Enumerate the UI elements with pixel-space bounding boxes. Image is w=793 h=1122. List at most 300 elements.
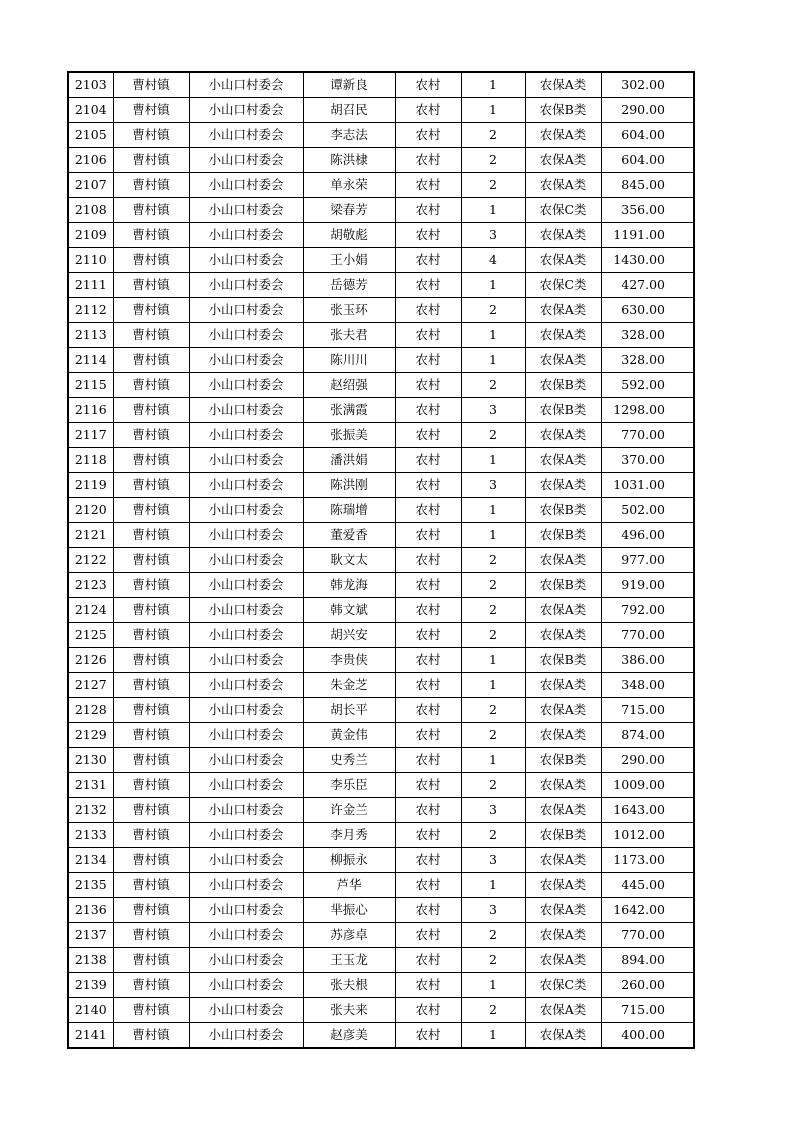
village-committee-cell: 小山口村委会 [189,973,303,998]
name-cell: 胡召民 [303,98,395,123]
village-committee-cell: 小山口村委会 [189,548,303,573]
amount-cell: 1012.00 [601,823,694,848]
area-type-cell: 农村 [395,648,461,673]
area-type-cell: 农村 [395,72,461,98]
amount-cell: 1009.00 [601,773,694,798]
village-committee-cell: 小山口村委会 [189,623,303,648]
name-cell: 陈川川 [303,348,395,373]
town-cell: 曹村镇 [113,923,189,948]
household-count-cell: 2 [461,123,525,148]
name-cell: 朱金芝 [303,673,395,698]
village-committee-cell: 小山口村委会 [189,573,303,598]
name-cell: 张玉环 [303,298,395,323]
household-count-cell: 1 [461,1023,525,1049]
table-row [68,523,694,548]
table-row [68,648,694,673]
village-committee-cell: 小山口村委会 [189,448,303,473]
insurance-class-cell: 农保A类 [525,873,601,898]
amount-cell: 1298.00 [601,398,694,423]
village-committee-cell: 小山口村委会 [189,273,303,298]
household-count-cell: 2 [461,923,525,948]
area-type-cell: 农村 [395,623,461,648]
household-count-cell: 1 [461,748,525,773]
village-committee-cell: 小山口村委会 [189,398,303,423]
table-row [68,448,694,473]
village-committee-cell: 小山口村委会 [189,348,303,373]
amount-cell: 845.00 [601,173,694,198]
area-type-cell: 农村 [395,848,461,873]
row-number-cell: 2119 [68,473,113,498]
insurance-class-cell: 农保A类 [525,223,601,248]
household-count-cell: 1 [461,973,525,998]
row-number-cell: 2125 [68,623,113,648]
name-cell: 陈瑞增 [303,498,395,523]
town-cell: 曹村镇 [113,323,189,348]
area-type-cell: 农村 [395,573,461,598]
area-type-cell: 农村 [395,198,461,223]
name-cell: 耿文太 [303,548,395,573]
area-type-cell: 农村 [395,398,461,423]
household-count-cell: 2 [461,373,525,398]
table-row [68,498,694,523]
town-cell: 曹村镇 [113,798,189,823]
table-row [68,998,694,1023]
village-committee-cell: 小山口村委会 [189,948,303,973]
row-number-cell: 2109 [68,223,113,248]
amount-cell: 977.00 [601,548,694,573]
row-number-cell: 2127 [68,673,113,698]
amount-cell: 1173.00 [601,848,694,873]
row-number-cell: 2138 [68,948,113,973]
insurance-class-cell: 农保A类 [525,948,601,973]
insurance-class-cell: 农保A类 [525,723,601,748]
row-number-cell: 2128 [68,698,113,723]
amount-cell: 792.00 [601,598,694,623]
insurance-class-cell: 农保B类 [525,98,601,123]
insurance-class-cell: 农保C类 [525,273,601,298]
row-number-cell: 2116 [68,398,113,423]
insurance-class-cell: 农保A类 [525,323,601,348]
household-count-cell: 2 [461,723,525,748]
household-count-cell: 2 [461,698,525,723]
town-cell: 曹村镇 [113,573,189,598]
insurance-class-cell: 农保B类 [525,398,601,423]
row-number-cell: 2112 [68,298,113,323]
town-cell: 曹村镇 [113,398,189,423]
name-cell: 李乐臣 [303,773,395,798]
name-cell: 李贵侠 [303,648,395,673]
amount-cell: 502.00 [601,498,694,523]
town-cell: 曹村镇 [113,823,189,848]
row-number-cell: 2108 [68,198,113,223]
amount-cell: 715.00 [601,998,694,1023]
table-row [68,623,694,648]
row-number-cell: 2118 [68,448,113,473]
data-table [67,71,695,1049]
town-cell: 曹村镇 [113,223,189,248]
name-cell: 谭新良 [303,72,395,98]
row-number-cell: 2132 [68,798,113,823]
amount-cell: 386.00 [601,648,694,673]
amount-cell: 630.00 [601,298,694,323]
town-cell: 曹村镇 [113,598,189,623]
amount-cell: 260.00 [601,973,694,998]
household-count-cell: 2 [461,298,525,323]
village-committee-cell: 小山口村委会 [189,798,303,823]
household-count-cell: 2 [461,423,525,448]
row-number-cell: 2136 [68,898,113,923]
amount-cell: 328.00 [601,348,694,373]
town-cell: 曹村镇 [113,948,189,973]
household-count-cell: 2 [461,148,525,173]
table-row [68,673,694,698]
name-cell: 陈洪刚 [303,473,395,498]
town-cell: 曹村镇 [113,373,189,398]
table-row [68,373,694,398]
household-count-cell: 2 [461,548,525,573]
insurance-class-cell: 农保A类 [525,698,601,723]
amount-cell: 445.00 [601,873,694,898]
village-committee-cell: 小山口村委会 [189,123,303,148]
row-number-cell: 2121 [68,523,113,548]
row-number-cell: 2120 [68,498,113,523]
household-count-cell: 1 [461,448,525,473]
village-committee-cell: 小山口村委会 [189,723,303,748]
name-cell: 许金兰 [303,798,395,823]
table-row [68,823,694,848]
area-type-cell: 农村 [395,923,461,948]
household-count-cell: 2 [461,623,525,648]
amount-cell: 290.00 [601,748,694,773]
village-committee-cell: 小山口村委会 [189,748,303,773]
village-committee-cell: 小山口村委会 [189,998,303,1023]
village-committee-cell: 小山口村委会 [189,898,303,923]
household-count-cell: 3 [461,398,525,423]
village-committee-cell: 小山口村委会 [189,523,303,548]
table-row [68,473,694,498]
name-cell: 韩文斌 [303,598,395,623]
insurance-class-cell: 农保A类 [525,123,601,148]
row-number-cell: 2135 [68,873,113,898]
area-type-cell: 农村 [395,348,461,373]
village-committee-cell: 小山口村委会 [189,298,303,323]
village-committee-cell: 小山口村委会 [189,848,303,873]
name-cell: 胡敬彪 [303,223,395,248]
row-number-cell: 2139 [68,973,113,998]
name-cell: 苏彦卓 [303,923,395,948]
village-committee-cell: 小山口村委会 [189,423,303,448]
area-type-cell: 农村 [395,973,461,998]
insurance-class-cell: 农保A类 [525,298,601,323]
table-row [68,273,694,298]
insurance-class-cell: 农保A类 [525,148,601,173]
amount-cell: 1643.00 [601,798,694,823]
table-row [68,548,694,573]
insurance-class-cell: 农保B类 [525,373,601,398]
area-type-cell: 农村 [395,823,461,848]
amount-cell: 302.00 [601,72,694,98]
insurance-class-cell: 农保A类 [525,923,601,948]
insurance-class-cell: 农保B类 [525,823,601,848]
household-count-cell: 2 [461,948,525,973]
amount-cell: 715.00 [601,698,694,723]
household-count-cell: 3 [461,798,525,823]
household-count-cell: 1 [461,523,525,548]
name-cell: 张夫根 [303,973,395,998]
row-number-cell: 2129 [68,723,113,748]
area-type-cell: 农村 [395,773,461,798]
name-cell: 韩龙海 [303,573,395,598]
table-row [68,148,694,173]
household-count-cell: 2 [461,173,525,198]
name-cell: 王玉龙 [303,948,395,973]
village-committee-cell: 小山口村委会 [189,873,303,898]
town-cell: 曹村镇 [113,348,189,373]
village-committee-cell: 小山口村委会 [189,923,303,948]
village-committee-cell: 小山口村委会 [189,473,303,498]
household-count-cell: 1 [461,273,525,298]
row-number-cell: 2133 [68,823,113,848]
area-type-cell: 农村 [395,523,461,548]
insurance-class-cell: 农保A类 [525,248,601,273]
name-cell: 赵绍强 [303,373,395,398]
area-type-cell: 农村 [395,798,461,823]
village-committee-cell: 小山口村委会 [189,373,303,398]
table-row [68,773,694,798]
town-cell: 曹村镇 [113,623,189,648]
village-committee-cell: 小山口村委会 [189,198,303,223]
amount-cell: 356.00 [601,198,694,223]
village-committee-cell: 小山口村委会 [189,248,303,273]
amount-cell: 370.00 [601,448,694,473]
household-count-cell: 1 [461,198,525,223]
table-row [68,898,694,923]
row-number-cell: 2106 [68,148,113,173]
household-count-cell: 1 [461,348,525,373]
town-cell: 曹村镇 [113,473,189,498]
town-cell: 曹村镇 [113,648,189,673]
name-cell: 王小娟 [303,248,395,273]
name-cell: 芦华 [303,873,395,898]
table-body [68,72,694,1048]
name-cell: 张满霞 [303,398,395,423]
amount-cell: 770.00 [601,623,694,648]
village-committee-cell: 小山口村委会 [189,498,303,523]
household-count-cell: 1 [461,673,525,698]
amount-cell: 770.00 [601,923,694,948]
insurance-class-cell: 农保A类 [525,423,601,448]
household-count-cell: 1 [461,873,525,898]
amount-cell: 1642.00 [601,898,694,923]
area-type-cell: 农村 [395,598,461,623]
amount-cell: 496.00 [601,523,694,548]
household-count-cell: 1 [461,72,525,98]
row-number-cell: 2115 [68,373,113,398]
area-type-cell: 农村 [395,898,461,923]
town-cell: 曹村镇 [113,1023,189,1049]
table-row [68,198,694,223]
area-type-cell: 农村 [395,1023,461,1049]
town-cell: 曹村镇 [113,523,189,548]
row-number-cell: 2131 [68,773,113,798]
name-cell: 李志法 [303,123,395,148]
row-number-cell: 2122 [68,548,113,573]
name-cell: 胡长平 [303,698,395,723]
insurance-class-cell: 农保B类 [525,498,601,523]
table-row [68,248,694,273]
row-number-cell: 2117 [68,423,113,448]
household-count-cell: 1 [461,323,525,348]
amount-cell: 290.00 [601,98,694,123]
table-row [68,72,694,98]
area-type-cell: 农村 [395,473,461,498]
area-type-cell: 农村 [395,98,461,123]
row-number-cell: 2114 [68,348,113,373]
town-cell: 曹村镇 [113,298,189,323]
insurance-class-cell: 农保A类 [525,798,601,823]
household-count-cell: 1 [461,98,525,123]
area-type-cell: 农村 [395,498,461,523]
insurance-class-cell: 农保C类 [525,973,601,998]
area-type-cell: 农村 [395,273,461,298]
insurance-class-cell: 农保A类 [525,548,601,573]
row-number-cell: 2107 [68,173,113,198]
town-cell: 曹村镇 [113,773,189,798]
insurance-class-cell: 农保A类 [525,998,601,1023]
household-count-cell: 3 [461,898,525,923]
insurance-class-cell: 农保A类 [525,623,601,648]
table-row [68,398,694,423]
row-number-cell: 2137 [68,923,113,948]
area-type-cell: 农村 [395,748,461,773]
town-cell: 曹村镇 [113,423,189,448]
row-number-cell: 2126 [68,648,113,673]
row-number-cell: 2111 [68,273,113,298]
amount-cell: 919.00 [601,573,694,598]
table-row [68,423,694,448]
insurance-class-cell: 农保B类 [525,748,601,773]
area-type-cell: 农村 [395,123,461,148]
village-committee-cell: 小山口村委会 [189,648,303,673]
table-row [68,1023,694,1049]
table-row [68,948,694,973]
insurance-class-cell: 农保A类 [525,1023,601,1049]
table-row [68,923,694,948]
insurance-class-cell: 农保A类 [525,848,601,873]
insurance-class-cell: 农保B类 [525,523,601,548]
village-committee-cell: 小山口村委会 [189,823,303,848]
name-cell: 岳德芳 [303,273,395,298]
amount-cell: 592.00 [601,373,694,398]
town-cell: 曹村镇 [113,448,189,473]
insurance-class-cell: 农保A类 [525,72,601,98]
amount-cell: 1430.00 [601,248,694,273]
town-cell: 曹村镇 [113,848,189,873]
table-row [68,698,694,723]
area-type-cell: 农村 [395,698,461,723]
area-type-cell: 农村 [395,173,461,198]
insurance-class-cell: 农保A类 [525,173,601,198]
table-row [68,298,694,323]
table-row [68,973,694,998]
name-cell: 胡兴安 [303,623,395,648]
insurance-class-cell: 农保A类 [525,773,601,798]
amount-cell: 348.00 [601,673,694,698]
insurance-class-cell: 农保C类 [525,198,601,223]
area-type-cell: 农村 [395,323,461,348]
row-number-cell: 2123 [68,573,113,598]
amount-cell: 400.00 [601,1023,694,1049]
household-count-cell: 3 [461,223,525,248]
household-count-cell: 1 [461,648,525,673]
insurance-class-cell: 农保A类 [525,673,601,698]
town-cell: 曹村镇 [113,198,189,223]
town-cell: 曹村镇 [113,98,189,123]
row-number-cell: 2104 [68,98,113,123]
table-row [68,348,694,373]
town-cell: 曹村镇 [113,873,189,898]
table-row [68,323,694,348]
row-number-cell: 2105 [68,123,113,148]
amount-cell: 770.00 [601,423,694,448]
area-type-cell: 农村 [395,998,461,1023]
row-number-cell: 2140 [68,998,113,1023]
amount-cell: 427.00 [601,273,694,298]
table-row [68,798,694,823]
row-number-cell: 2141 [68,1023,113,1049]
amount-cell: 1191.00 [601,223,694,248]
town-cell: 曹村镇 [113,123,189,148]
amount-cell: 894.00 [601,948,694,973]
name-cell: 董爱香 [303,523,395,548]
village-committee-cell: 小山口村委会 [189,173,303,198]
area-type-cell: 农村 [395,448,461,473]
town-cell: 曹村镇 [113,248,189,273]
name-cell: 单永荣 [303,173,395,198]
name-cell: 梁春芳 [303,198,395,223]
village-committee-cell: 小山口村委会 [189,98,303,123]
amount-cell: 874.00 [601,723,694,748]
village-committee-cell: 小山口村委会 [189,72,303,98]
household-count-cell: 3 [461,848,525,873]
area-type-cell: 农村 [395,248,461,273]
town-cell: 曹村镇 [113,673,189,698]
name-cell: 张夫君 [303,323,395,348]
area-type-cell: 农村 [395,298,461,323]
village-committee-cell: 小山口村委会 [189,773,303,798]
household-count-cell: 2 [461,573,525,598]
name-cell: 李月秀 [303,823,395,848]
row-number-cell: 2134 [68,848,113,873]
insurance-class-cell: 农保A类 [525,473,601,498]
household-count-cell: 2 [461,598,525,623]
insurance-class-cell: 农保A类 [525,598,601,623]
town-cell: 曹村镇 [113,973,189,998]
table-row [68,748,694,773]
town-cell: 曹村镇 [113,898,189,923]
area-type-cell: 农村 [395,223,461,248]
name-cell: 陈洪棣 [303,148,395,173]
name-cell: 芈振心 [303,898,395,923]
name-cell: 张夫来 [303,998,395,1023]
area-type-cell: 农村 [395,723,461,748]
village-committee-cell: 小山口村委会 [189,223,303,248]
town-cell: 曹村镇 [113,698,189,723]
insurance-class-cell: 农保B类 [525,573,601,598]
insurance-class-cell: 农保A类 [525,898,601,923]
household-count-cell: 2 [461,773,525,798]
row-number-cell: 2130 [68,748,113,773]
